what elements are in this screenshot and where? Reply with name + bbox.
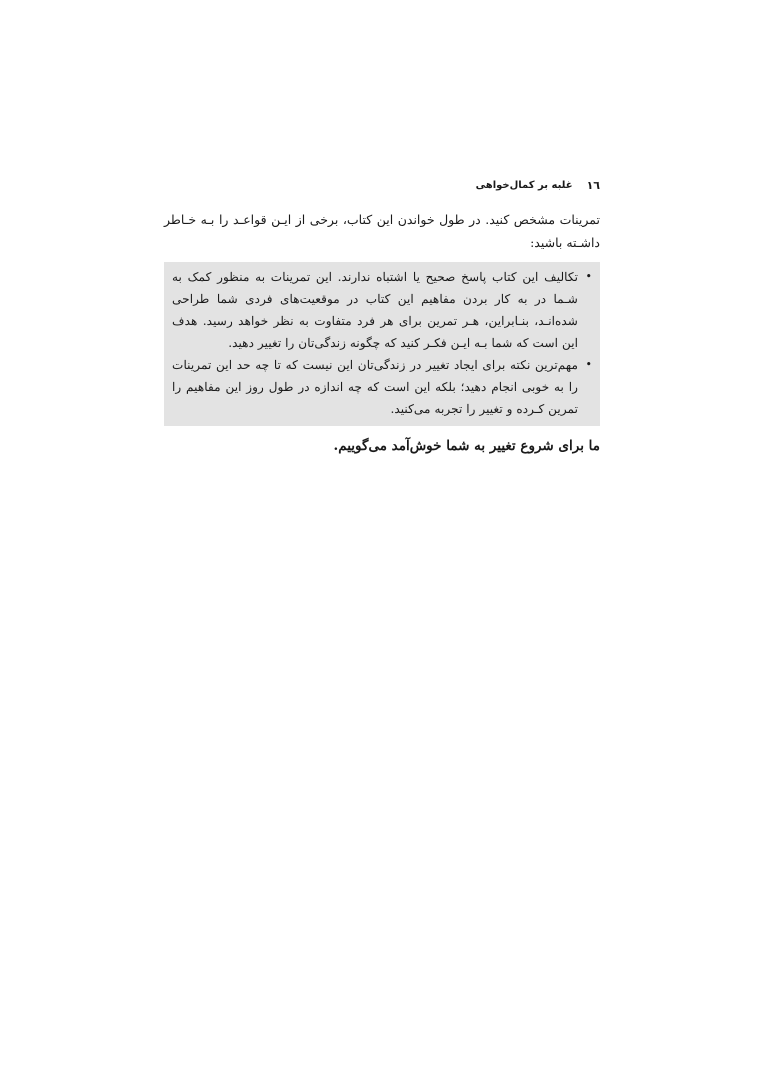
closing-line: ما برای شروع تغییر به شما خوش‌آمد می‌گوییم.: [333, 438, 600, 454]
page-number: ١٦: [586, 178, 600, 192]
intro-paragraph: تمرینات مشخص کنید. در طول خواندن این کتاب، برخی از ایـن قواعـد را بـه خـاطر داشـته باشید:: [164, 212, 600, 250]
list-item-text: مهم‌ترین نکته برای ایجاد تغییر در زندگی‌تان این نیست که تا چه حد این تمرینات را به خوبی انجام دهید؛ بلکه این است که چه اندازه در طول روز این مفاهیم را تمرین کـرده و تغییر را تجربه می‌کنید.: [172, 358, 578, 416]
running-header: [164, 176, 600, 194]
bullet-icon: •: [585, 270, 592, 283]
book-title: غلبه بر کمال‌خواهی: [475, 179, 573, 191]
bullet-icon: •: [585, 358, 592, 371]
guidelines-list: [172, 266, 592, 420]
guidelines-box: [164, 262, 600, 426]
list-item: [172, 266, 592, 354]
list-item: [172, 354, 592, 420]
list-item-text: تکالیف این کتاب پاسخ صحیح یا اشتباه ندارند. این تمرینات به منظور کمک به شـما در به کار بردن مفاهیم این کتاب در موقعیت‌های فردی شما طراحی شده‌انـد، بنـابراین، هـر تمرین برای هر فرد متفاوت به نظر خواهد رسید. هدف این است که شما بـه ایـن فکـر کنید که چگونه زندگی‌تان را تغییر دهید.: [172, 270, 578, 350]
